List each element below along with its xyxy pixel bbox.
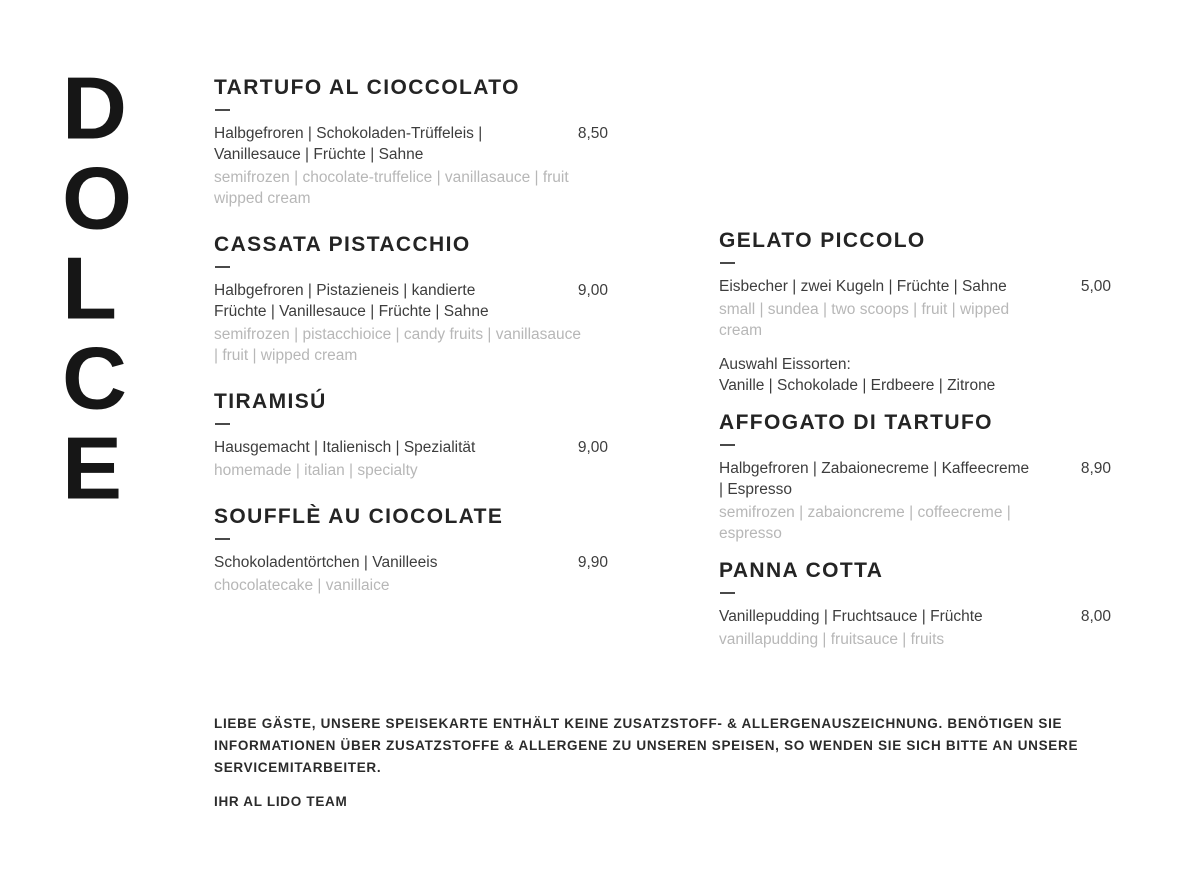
item-description-en: semifrozen | chocolate-truffelice | vanillasauce | fruit wipped cream bbox=[214, 169, 569, 207]
item-title: GELATO PICCOLO bbox=[719, 229, 926, 252]
dolce-letter: E bbox=[62, 420, 123, 518]
item-description-en: semifrozen | pistacchioice | candy fruits | vanillasauce | fruit | wipped cream bbox=[214, 326, 582, 364]
item-description-de: Eisbecher | zwei Kugeln | Früchte | Sahne bbox=[719, 278, 1007, 295]
item-description-de: Halbgefroren | Zabaionecreme | Kaffeecreme | Espresso bbox=[719, 460, 1030, 498]
item-description-row bbox=[214, 123, 608, 165]
item-note-line: Vanille | Schokolade | Erdbeere | Zitrone bbox=[719, 377, 996, 394]
footer-signature: IHR AL LIDO TEAM bbox=[214, 794, 348, 809]
footer bbox=[214, 713, 1102, 813]
item-description-row bbox=[214, 437, 608, 458]
item-description-de: Hausgemacht | Italienisch | Spezialität bbox=[214, 439, 476, 456]
menu-item bbox=[214, 233, 608, 366]
item-description-row bbox=[719, 276, 1111, 297]
item-description-de: Halbgefroren | Schokoladen-Trüffeleis | Vanillesauce | Früchte | Sahne bbox=[214, 125, 483, 163]
item-notes bbox=[719, 354, 1111, 396]
item-title: SOUFFLÈ AU CIOCOLATE bbox=[214, 505, 504, 528]
item-divider bbox=[720, 262, 735, 264]
menu-column-right bbox=[719, 229, 1111, 665]
section-title-dolce bbox=[62, 59, 133, 518]
item-description-row bbox=[719, 606, 1111, 627]
footer-notice: LIEBE GÄSTE, UNSERE SPEISEKARTE ENTHÄLT KEINE ZUSATZSTOFF- & ALLERGENAUSZEICHNUNG. BENÖTIGEN SIE INFORMATIONEN ÜBER ZUSATZSTOFFE & ALLERGENE ZU UNSEREN SPEISEN, SO WENDEN SIE SICH BITTE AN UNSERE SERVICEMITARBEITER. bbox=[214, 716, 1079, 775]
item-price: 8,00 bbox=[1080, 608, 1111, 625]
menu-item bbox=[719, 229, 1111, 396]
item-title: PANNA COTTA bbox=[719, 559, 884, 582]
item-divider bbox=[720, 592, 735, 594]
menu-item bbox=[214, 390, 608, 481]
item-divider bbox=[215, 109, 230, 111]
item-price: 8,90 bbox=[1080, 460, 1111, 477]
menu-item bbox=[719, 411, 1111, 544]
menu-item bbox=[719, 559, 1111, 650]
item-description-de: Halbgefroren | Pistazieneis | kandierte Früchte | Vanillesauce | Früchte | Sahne bbox=[214, 282, 489, 320]
item-title: TIRAMISÚ bbox=[214, 390, 327, 413]
menu-item bbox=[214, 76, 608, 209]
item-description-en: chocolatecake | vanillaice bbox=[214, 577, 390, 594]
item-price: 9,00 bbox=[577, 439, 608, 456]
item-title: AFFOGATO DI TARTUFO bbox=[719, 411, 993, 434]
item-divider bbox=[720, 444, 735, 446]
dolce-letter: C bbox=[62, 330, 127, 428]
item-description-row bbox=[719, 458, 1111, 500]
menu-item bbox=[214, 505, 608, 596]
menu-column-left bbox=[214, 76, 608, 620]
item-description-en: homemade | italian | specialty bbox=[214, 462, 418, 479]
dolce-letter: D bbox=[62, 59, 127, 158]
item-description-de: Vanillepudding | Fruchtsauce | Früchte bbox=[719, 608, 983, 625]
item-description-row bbox=[214, 280, 608, 322]
item-description-en: small | sundea | two scoops | fruit | wipped cream bbox=[719, 301, 1010, 339]
item-description-en: semifrozen | zabaioncreme | coffeecreme | espresso bbox=[719, 504, 1011, 542]
item-divider bbox=[215, 266, 230, 268]
item-divider bbox=[215, 538, 230, 540]
item-price: 8,50 bbox=[577, 125, 608, 142]
item-price: 5,00 bbox=[1080, 278, 1111, 295]
dolce-letter: L bbox=[62, 240, 117, 338]
item-title: TARTUFO AL CIOCCOLATO bbox=[214, 76, 520, 99]
item-note-line: Auswahl Eissorten: bbox=[719, 356, 851, 373]
item-description-row bbox=[214, 552, 608, 573]
dolce-letter: O bbox=[62, 150, 133, 248]
item-title: CASSATA PISTACCHIO bbox=[214, 233, 471, 256]
item-price: 9,90 bbox=[577, 554, 608, 571]
item-description-de: Schokoladentörtchen | Vanilleeis bbox=[214, 554, 438, 571]
item-divider bbox=[215, 423, 230, 425]
item-price: 9,00 bbox=[577, 282, 608, 299]
item-description-en: vanillapudding | fruitsauce | fruits bbox=[719, 631, 945, 648]
